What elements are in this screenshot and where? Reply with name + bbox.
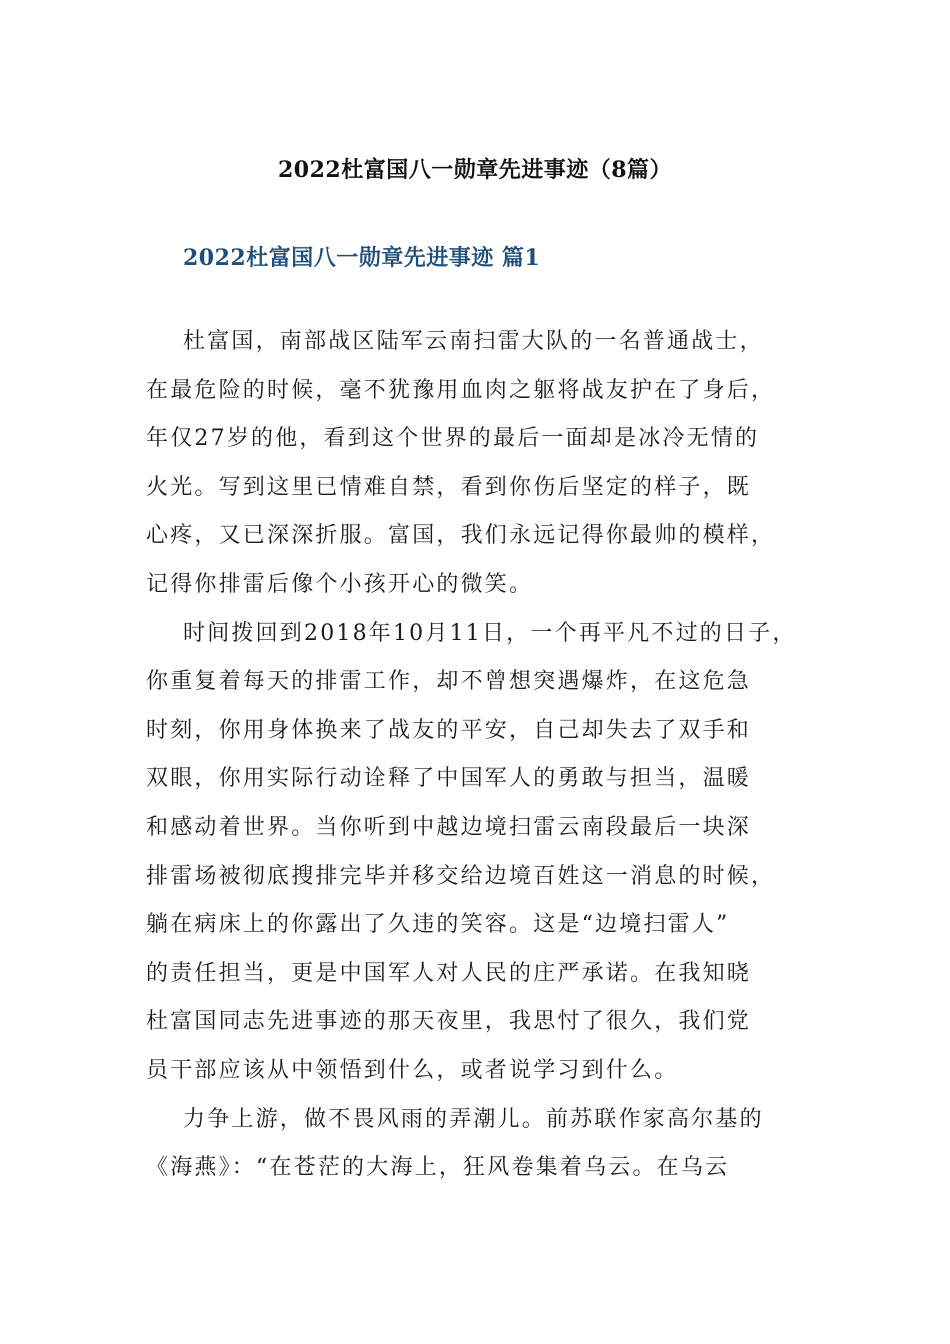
text-line: 记得你排雷后像个小孩开心的微笑。: [146, 571, 534, 597]
section-heading: 2022杜富国八一勋章先进事迹 篇1: [183, 245, 541, 271]
text-line: 你重复着每天的排雷工作，却不曾想突遇爆炸，在这危急: [146, 669, 752, 695]
text-line: 员干部应该从中领悟到什么，或者说学习到什么。: [146, 1057, 679, 1083]
text-line: 双眼，你用实际行动诠释了中国军人的勇敢与担当，温暖: [146, 766, 752, 792]
text-line: 杜富国，南部战区陆军云南扫雷大队的一名普通战士，: [183, 329, 764, 354]
text-line: 躺在病床上的你露出了久违的笑容。这是“边境扫雷人”: [146, 912, 730, 938]
paragraph-2: [146, 610, 826, 1096]
text-line: 排雷场被彻底搜排完毕并移交给边境百姓这一消息的时候，: [146, 863, 776, 889]
text-line: 的责任担当，更是中国军人对人民的庄严承诺。在我知晓: [146, 960, 752, 986]
text-line: 时间拨回到2018年10月11日，一个再平凡不过的日子，: [183, 620, 797, 646]
text-line: 心疼，又已深深折服。富国，我们永远记得你最帅的模样，: [146, 523, 776, 549]
text-line: 杜富国同志先进事迹的那天夜里，我思忖了很久，我们党: [146, 1009, 752, 1035]
text-line: 时刻，你用身体换来了战友的平安，自己却失去了双手和: [146, 717, 752, 743]
paragraph-3: [146, 1096, 826, 1193]
paragraph-1: [146, 318, 826, 610]
body-text: [146, 318, 826, 1193]
text-line: 《海燕》：“在苍茫的大海上，狂风卷集着乌云。在乌云: [146, 1155, 730, 1181]
text-line: 和感动着世界。当你听到中越边境扫雷云南段最后一块深: [146, 814, 752, 840]
text-line: 在最危险的时候，毫不犹豫用血肉之躯将战友护在了身后，: [146, 377, 776, 403]
text-line: 火光。写到这里已情难自禁，看到你伤后坚定的样子，既: [146, 474, 752, 500]
text-line: 力争上游，做不畏风雨的弄潮儿。前苏联作家高尔基的: [183, 1106, 764, 1132]
text-line: 年仅27岁的他，看到这个世界的最后一面却是冰冷无情的: [146, 426, 760, 452]
document-title: 2022杜富国八一勋章先进事迹（8篇）: [277, 157, 673, 183]
